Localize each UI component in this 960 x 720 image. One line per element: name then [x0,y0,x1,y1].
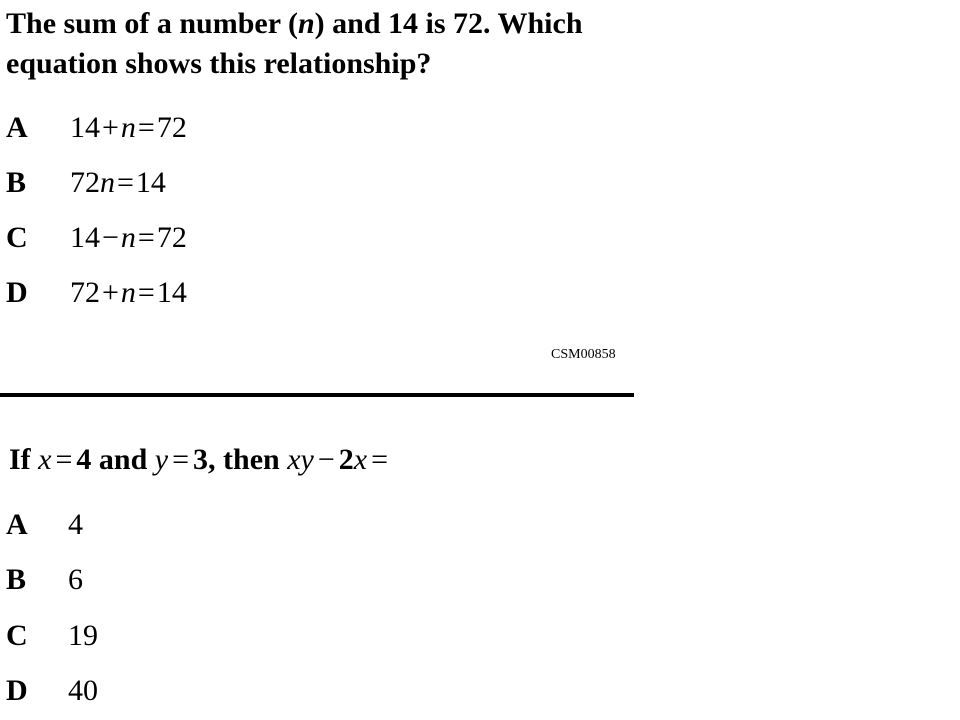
option-letter: C [6,619,28,652]
option-value: 6 [68,563,83,596]
question-2-stem: If x = 4 and y = 3, then xy − 2x = [9,443,389,476]
option-value: 19 [68,619,98,652]
option-letter: A [6,508,28,541]
q2-option-d[interactable] [6,671,98,711]
option-expression: 72+n=14 [70,276,187,309]
stem-text-before: The sum of a number ( [6,7,298,40]
q1-option-d[interactable] [6,273,187,313]
q2-option-b[interactable] [6,560,83,600]
option-letter: D [6,276,28,309]
stem-text-after: ) and 14 is 72. Which [314,7,583,40]
item-code: CSM00858 [551,347,616,362]
question-1-stem-line-2: equation shows this relationship? [6,47,432,80]
option-expression: 72n=14 [70,166,166,199]
option-letter: D [6,674,28,707]
option-expression: 14−n=72 [70,221,187,254]
q2-option-a[interactable] [6,505,83,545]
option-value: 40 [68,674,98,707]
option-letter: B [6,166,27,199]
option-value: 4 [68,508,83,541]
question-1-stem-line-1 [6,4,646,44]
q1-option-b[interactable] [6,163,166,203]
option-letter: A [6,111,28,144]
q1-option-c[interactable] [6,218,187,258]
option-letter: C [6,221,28,254]
stem-variable: n [297,7,315,40]
option-expression: 14+n=72 [70,111,187,144]
question-divider [0,393,634,397]
q1-option-a[interactable] [6,108,187,148]
question-1-stem [6,4,646,84]
q2-option-c[interactable] [6,616,98,656]
option-letter: B [6,563,27,596]
